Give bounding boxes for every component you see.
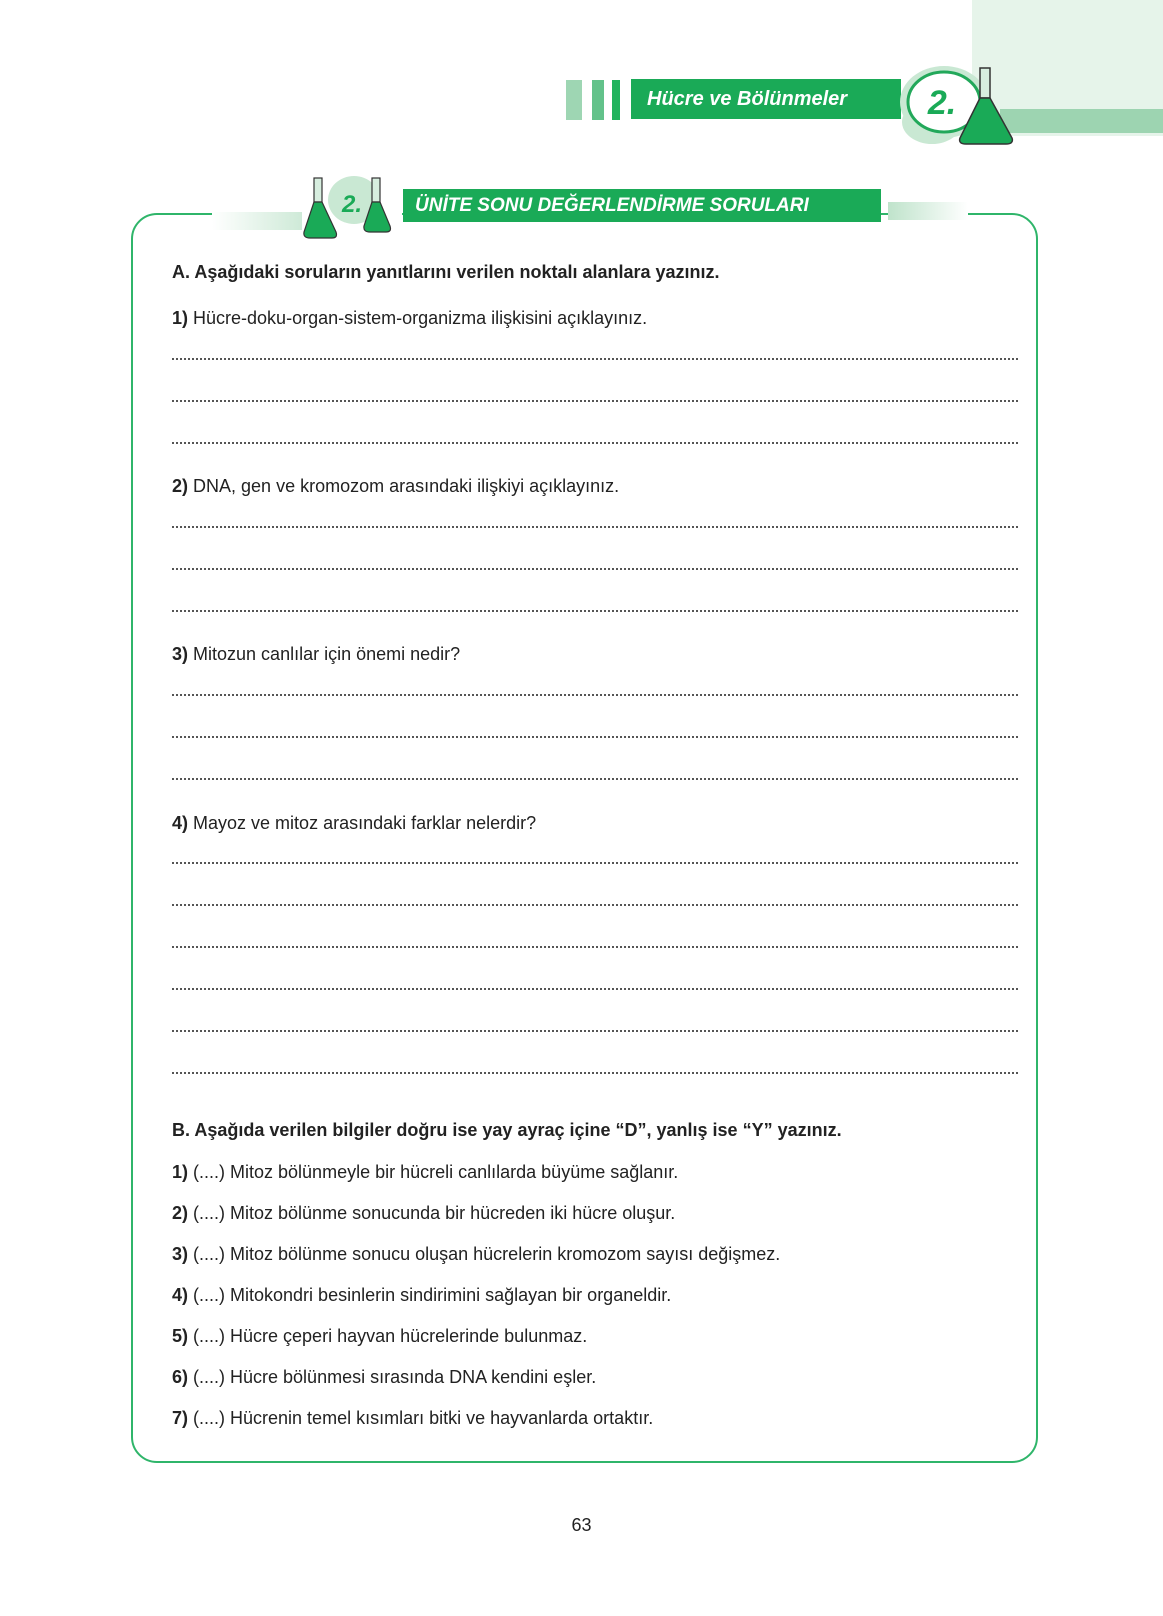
part-b-heading: B. Aşağıda verilen bilgiler doğru ise yay ayraç içine “D”, yanlış ise “Y” yazınız. (172, 1120, 842, 1140)
question (172, 644, 460, 665)
question (172, 308, 647, 329)
header-bar-decoration (566, 80, 582, 120)
answer-line[interactable] (172, 1030, 1018, 1032)
header-bar-decoration (592, 80, 604, 120)
question-text: DNA, gen ve kromozom arasındaki ilişkiyi açıklayınız. (193, 476, 620, 496)
item-text[interactable]: (....) Mitoz bölünmeyle bir hücreli canlılarda büyüme sağlanır. (193, 1162, 679, 1182)
question-text: Hücre-doku-organ-sistem-organizma ilişkisini açıklayınız. (193, 308, 648, 328)
item-number: 6) (172, 1367, 189, 1387)
item-text[interactable]: (....) Hücre bölünmesi sırasında DNA kendini eşler. (193, 1367, 597, 1387)
question-text: Mayoz ve mitoz arasındaki farklar nelerdir? (193, 813, 537, 833)
answer-line[interactable] (172, 1072, 1018, 1074)
section-title: ÜNİTE SONU DEĞERLENDİRME SORULARI (403, 189, 881, 222)
answer-line[interactable] (172, 526, 1018, 528)
unit-number: 2. (927, 84, 957, 122)
answer-line[interactable] (172, 694, 1018, 696)
answer-line[interactable] (172, 904, 1018, 906)
answer-line[interactable] (172, 400, 1018, 402)
answer-line[interactable] (172, 358, 1018, 360)
flask-icon (302, 170, 402, 244)
answer-line[interactable] (172, 442, 1018, 444)
item-text[interactable]: (....) Mitoz bölünme sonucu oluşan hücrelerin kromozom sayısı değişmez. (193, 1244, 781, 1264)
question-number: 3) (172, 644, 189, 664)
answer-line[interactable] (172, 988, 1018, 990)
item-number: 5) (172, 1326, 189, 1346)
question-number: 2) (172, 476, 189, 496)
question-number: 4) (172, 813, 189, 833)
answer-line[interactable] (172, 946, 1018, 948)
item-number: 3) (172, 1244, 189, 1264)
answer-line[interactable] (172, 610, 1018, 612)
item-text[interactable]: (....) Hücrenin temel kısımları bitki ve hayvanlarda ortaktır. (193, 1408, 654, 1428)
item-number: 2) (172, 1203, 189, 1223)
question-number: 1) (172, 308, 189, 328)
corner-stripe (1000, 109, 1163, 133)
true-false-item (172, 1408, 653, 1429)
true-false-item (172, 1162, 678, 1183)
true-false-item (172, 1285, 671, 1306)
part-a-heading: A. Aşağıdaki soruların yanıtlarını verilen noktalı alanlara yazınız. (172, 262, 720, 282)
true-false-item (172, 1367, 596, 1388)
section-badge (302, 170, 402, 244)
answer-line[interactable] (172, 778, 1018, 780)
item-text[interactable]: (....) Hücre çeperi hayvan hücrelerinde bulunmaz. (193, 1326, 588, 1346)
answer-line[interactable] (172, 568, 1018, 570)
page-number: 63 (571, 1515, 592, 1535)
answer-line[interactable] (172, 736, 1018, 738)
question (172, 476, 619, 497)
header-bar-decoration (612, 80, 620, 120)
true-false-item (172, 1203, 675, 1224)
question (172, 813, 536, 834)
item-text[interactable]: (....) Mitokondri besinlerin sindirimini sağlayan bir organeldir. (193, 1285, 672, 1305)
item-number: 4) (172, 1285, 189, 1305)
item-number: 7) (172, 1408, 189, 1428)
true-false-item (172, 1244, 780, 1265)
question-text: Mitozun canlılar için önemi nedir? (193, 644, 461, 664)
section-gradient-right (888, 202, 968, 220)
answer-line[interactable] (172, 862, 1018, 864)
item-text[interactable]: (....) Mitoz bölünme sonucunda bir hücreden iki hücre oluşur. (193, 1203, 676, 1223)
true-false-item (172, 1326, 587, 1347)
unit-badge (894, 52, 1024, 152)
item-number: 1) (172, 1162, 189, 1182)
flask-icon (894, 52, 1024, 152)
section-number: 2. (341, 191, 363, 218)
unit-title: Hücre ve Bölünmeler (631, 79, 901, 119)
